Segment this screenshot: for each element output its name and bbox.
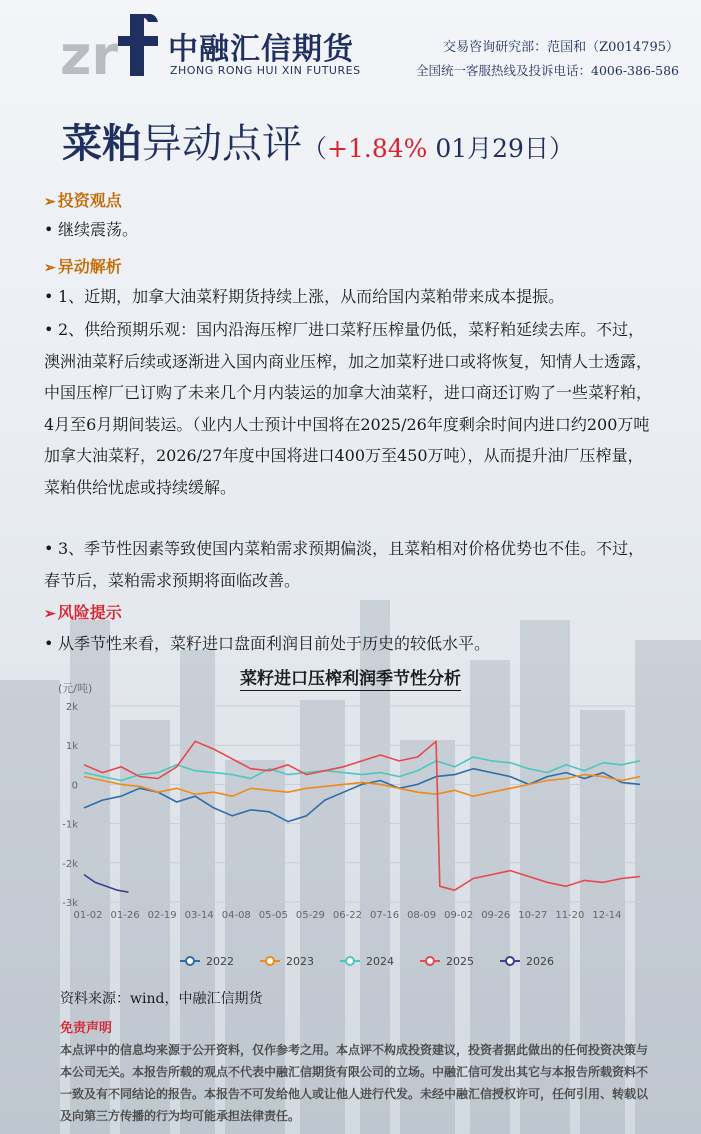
series-line-2026	[84, 875, 129, 893]
x-tick-label: 02-19	[147, 910, 177, 921]
x-tick-label: 01-26	[110, 910, 140, 921]
bullet-risk: • 从季节性来看，菜籽进口盘面利润目前处于历史的较低水平。	[44, 628, 659, 660]
page-title	[62, 112, 574, 169]
x-tick-label: 09-26	[481, 910, 511, 921]
x-tick-label: 08-09	[407, 910, 437, 921]
logo-chinese-name: 中融汇信期货	[168, 32, 354, 67]
title-product: 菜粕	[62, 120, 142, 167]
hotline-contact: 全国统一客服热线及投诉电话：4006-386-586	[416, 63, 679, 78]
arrow-right-icon: ➢	[44, 260, 56, 276]
section-heading-analysis: ➢ 异动解析	[44, 257, 122, 276]
title-change-badge: +1.84%	[327, 134, 428, 163]
bullet-analysis-3: • 3、季节性因素等致使国内菜粕需求预期偏淡，且菜粕相对价格优势也不佳。不过，春节后，菜粕需求预期将面临改善。	[44, 533, 659, 596]
legend-marker-dot	[186, 957, 194, 965]
legend-label: 2025	[446, 955, 474, 968]
arrow-right-icon: ➢	[44, 194, 56, 210]
logo-english-name: ZHONG RONG HUI XIN FUTURES	[170, 64, 361, 77]
legend-marker-dot	[346, 957, 354, 965]
title-date: 01月29日）	[427, 134, 574, 163]
x-tick-label: 01-02	[73, 910, 103, 921]
arrow-right-icon: ➢	[44, 606, 56, 622]
x-tick-label: 05-29	[295, 910, 325, 921]
y-tick-label: 0	[71, 780, 78, 792]
legend-marker-dot	[506, 957, 514, 965]
disclaimer-title: 免责声明	[60, 1021, 113, 1036]
header	[0, 0, 701, 100]
bullet-analysis-2: • 2、供给预期乐观：国内沿海压榨厂进口菜籽压榨量仍低，菜籽粕延续去库。不过， 澳洲油菜籽后续或逐渐进入国内商业压榨，加之加菜籽进口或将恢复，知情人士透露，中国压榨厂已订购了未来几个月内装运的加拿大油菜籽，进口商还订购了一些菜籽粕，4月至6月期间装运。（业内人士预计中国将在2025/26年度剩余时间内进口约200万吨加拿大油菜籽，2026/27年度中国将进口400万至450万吨），从而提升油厂压榨量，菜粕供给忧虑或持续缓解。	[44, 314, 659, 503]
bullet-icon: •	[44, 320, 54, 339]
analyst-contact: 交易咨询研究部：范国和（Z0014795）	[443, 40, 679, 55]
legend-label: 2022	[206, 955, 234, 968]
x-tick-label: 03-14	[184, 910, 214, 921]
legend-label: 2026	[526, 955, 554, 968]
legend-marker-dot	[426, 957, 434, 965]
y-tick-label: 2k	[65, 702, 78, 713]
x-tick-label: 12-14	[592, 910, 622, 921]
y-tick-label: -2k	[62, 858, 78, 870]
bullet-view: • 继续震荡。	[44, 214, 659, 246]
y-tick-label: 1k	[65, 741, 78, 753]
series-line-2023	[84, 775, 640, 797]
company-logo-icon	[60, 14, 160, 80]
x-tick-label: 11-20	[555, 910, 585, 921]
disclaimer-text: 本点评中的信息均来源于公开资料，仅作参考之用。本点评不构成投资建议，投资者据此做出的任何投资决策与本公司无关。本报告所载的观点不代表中融汇信期货有限公司的立场。中融汇信可发出其它与本报告所载资料不一致及有不同结论的报告。本报告不可发给他人或让他人进行代发。未经中融汇信授权许可，任何引用、转载以及向第三方传播的行为均可能承担法律责任。	[60, 1043, 649, 1123]
series-line-2022	[84, 769, 640, 822]
chart-title: 菜籽进口压榨利润季节性分析	[240, 669, 461, 689]
section-heading-view: ➢ 投资观点	[44, 191, 122, 210]
bullet-icon: •	[44, 287, 54, 306]
x-tick-label: 05-05	[258, 910, 288, 921]
y-axis-label: (元/吨)	[58, 682, 93, 695]
x-tick-label: 09-02	[444, 910, 474, 921]
svg-text:zr: zr	[60, 24, 119, 80]
bullet-analysis-1: • 1、近期，加拿大油菜籽期货持续上涨，从而给国内菜粕带来成本提振。	[44, 281, 659, 313]
title-paren-open: （	[302, 134, 328, 163]
y-tick-label: -3k	[62, 898, 78, 909]
data-source: 资料来源：wind，中融汇信期货	[60, 991, 263, 1007]
legend-label: 2023	[286, 955, 314, 968]
seasonal-profit-chart	[52, 680, 652, 980]
legend-label: 2024	[366, 955, 394, 968]
bullet-icon: •	[44, 634, 54, 653]
legend-marker-dot	[266, 957, 274, 965]
series-line-2025	[84, 741, 640, 890]
x-tick-label: 04-08	[221, 910, 251, 921]
bullet-icon: •	[44, 220, 54, 239]
x-tick-label: 10-27	[518, 910, 548, 921]
section-heading-risk: ➢ 风险提示	[44, 603, 122, 622]
y-tick-label: -1k	[62, 819, 78, 831]
title-topic: 异动点评	[142, 121, 302, 167]
bullet-icon: •	[44, 539, 54, 558]
x-tick-label: 06-22	[332, 910, 362, 921]
x-tick-label: 07-16	[370, 910, 400, 921]
